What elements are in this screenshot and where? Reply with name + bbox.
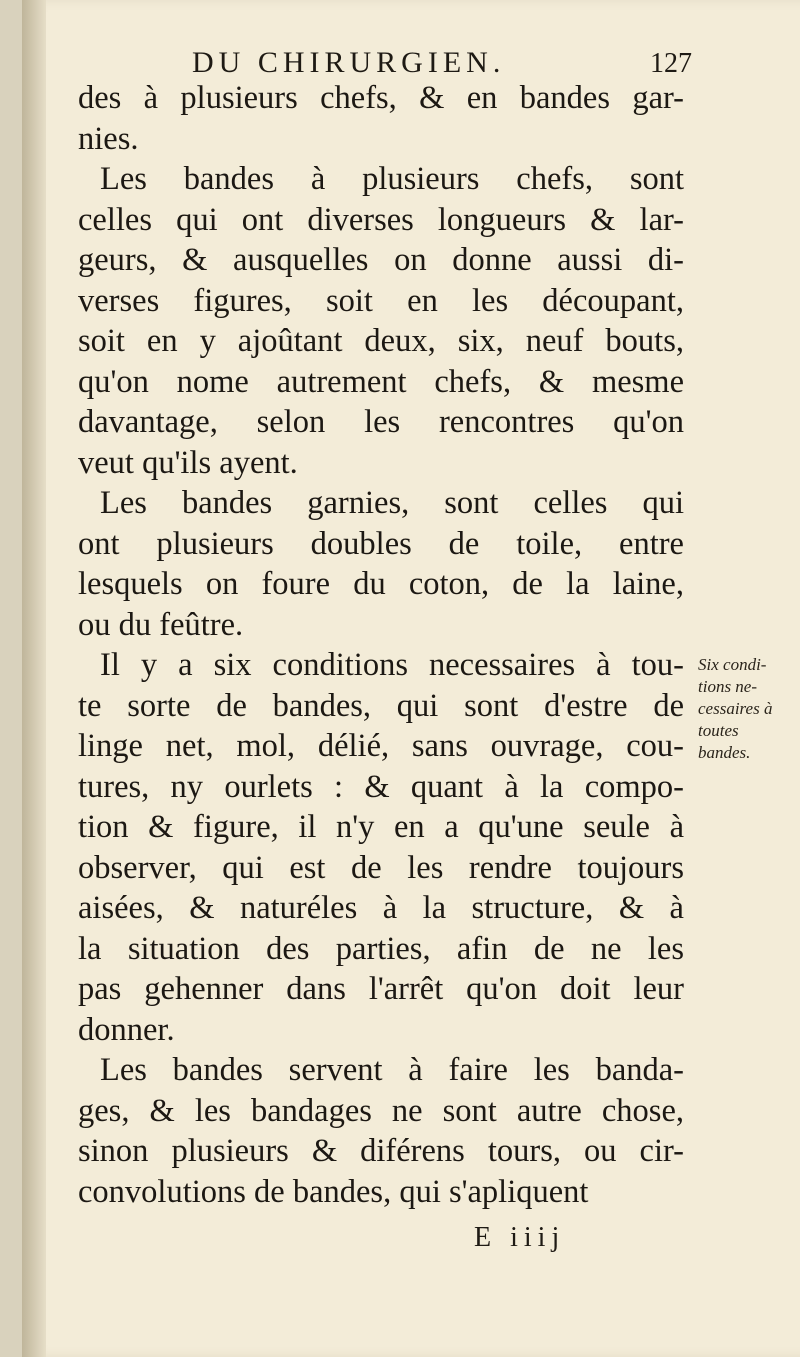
text-line: lesquels on foure du coton, de la laine, <box>78 566 684 602</box>
paragraph <box>78 483 684 645</box>
text-line: qu'on nome autrement chefs, & mesme <box>78 363 684 400</box>
text-line: Les bandes garnies, sont celles qui <box>100 485 684 521</box>
running-head: DU CHIRURGIEN. <box>192 46 506 79</box>
margin-note-line: Six condi- <box>698 655 767 674</box>
text-line: observer, qui est de les rendre toujours <box>78 849 684 886</box>
text-line: nies. <box>78 120 139 157</box>
body-text <box>78 78 684 1212</box>
paragraph <box>78 159 684 483</box>
margin-note-line: cessaires à <box>698 699 773 718</box>
page-gutter <box>22 0 46 1357</box>
paragraph <box>78 78 684 159</box>
text-line: tures, ny ourlets : & quant à la compo- <box>78 768 684 805</box>
paragraph <box>78 1050 684 1212</box>
signature-mark: E iiij <box>474 1222 566 1253</box>
text-line: te sorte de bandes, qui sont d'estre de <box>78 687 684 724</box>
text-line: pas gehenner dans l'arrêt qu'on doit leur <box>78 971 684 1007</box>
text-line: aisées, & naturéles à la structure, & à <box>78 890 684 926</box>
text-line: verses figures, soit en les découpant, <box>78 282 684 319</box>
text-line: des à plusieurs chefs, & en bandes gar- <box>78 80 684 116</box>
text-line: geurs, & ausquelles on donne aussi di- <box>78 242 684 278</box>
text-line: linge net, mol, délié, sans ouvrage, cou- <box>78 728 684 764</box>
text-line: Il y a six conditions necessaires à tou- <box>100 647 684 683</box>
text-line: ou du feûtre. <box>78 606 244 643</box>
text-line: tion & figure, il n'y en a qu'une seule à <box>78 809 684 845</box>
text-line: donner. <box>78 1011 175 1048</box>
paragraph <box>78 645 684 1050</box>
text-line: veut qu'ils ayent. <box>78 444 298 481</box>
text-line: davantage, selon les rencontres qu'on <box>78 404 684 440</box>
text-line: Les bandes à plusieurs chefs, sont <box>100 161 684 197</box>
margin-note-line: tions ne- <box>698 677 758 696</box>
text-line: celles qui ont diverses longueurs & lar- <box>78 201 684 238</box>
page-header <box>192 46 692 80</box>
book-page <box>22 0 800 1357</box>
text-line: ont plusieurs doubles de toile, entre <box>78 525 684 562</box>
margin-note-line: toutes <box>698 721 739 740</box>
text-line: Les bandes servent à faire les banda- <box>100 1052 684 1088</box>
margin-note-line: bandes. <box>698 743 751 762</box>
text-line: la situation des parties, afin de ne les <box>78 930 684 967</box>
text-line: convolutions de bandes, qui s'apliquent <box>78 1173 589 1210</box>
text-line: soit en y ajoûtant deux, six, neuf bouts, <box>78 323 684 359</box>
margin-note <box>698 654 798 764</box>
text-line: sinon plusieurs & diférens tours, ou cir- <box>78 1133 684 1169</box>
text-line: ges, & les bandages ne sont autre chose, <box>78 1092 684 1129</box>
page-number: 127 <box>650 48 692 79</box>
